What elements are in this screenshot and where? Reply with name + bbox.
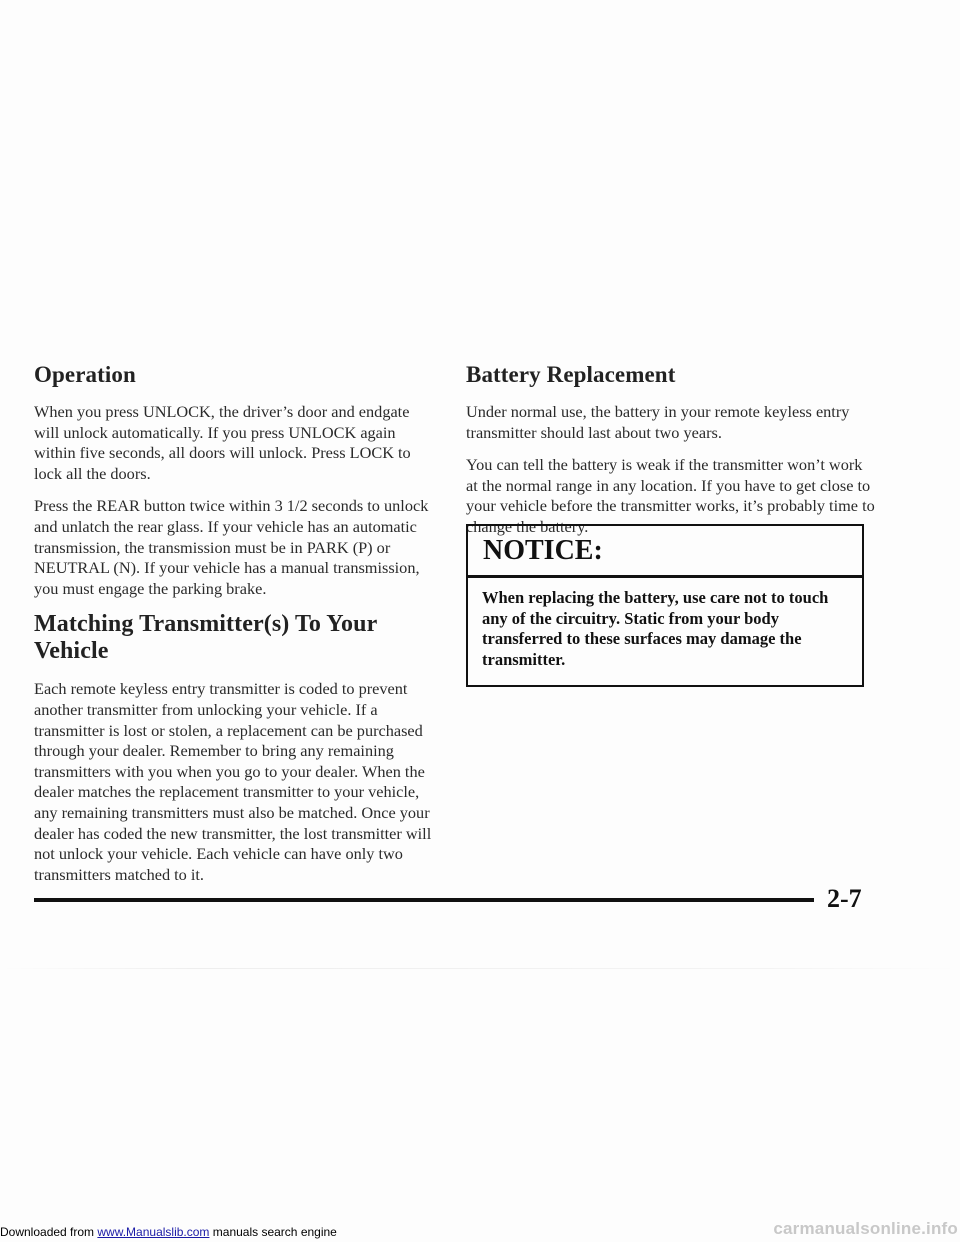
matching-paragraph-1: Each remote keyless entry transmitter is coded to prevent another transmitter from unlocking your vehicle. If a transmitter is lost or stolen, a replacement can be purchased through your dealer. Remember to bring any remaining transmitters with you when you go to your dealer. When the dealer matches the replacement transmitter to your vehicle, any remaining transmitters must also be matched. Once your dealer has coded the new transmitter, the lost transmitter will not unlock your vehicle. Each vehicle can have only two transmitters matched to it. — [34, 679, 432, 884]
download-footer — [0, 1219, 960, 1242]
notice-text: When replacing the battery, use care not to touch any of the circuitry. Static from your body transferred to these surfaces may damage the transmitter. — [482, 588, 829, 669]
watermark-logo: carmanualsonline.info — [773, 1219, 958, 1238]
right-column — [466, 362, 876, 550]
notice-header — [468, 526, 862, 578]
download-suffix: manuals search engine — [209, 1225, 337, 1239]
operation-paragraph-1: When you press UNLOCK, the driver’s door and endgate will unlock automatically. If you press UNLOCK again within five seconds, all doors will unlock. Press LOCK to lock all the doors. — [34, 402, 411, 483]
battery-paragraph-2: You can tell the battery is weak if the transmitter won’t work at the normal range in any location. If you have to get close to your vehicle before the transmitter works, it’s probably time to change the battery. — [466, 455, 875, 536]
footer-rule — [34, 898, 814, 902]
notice-box — [466, 524, 864, 687]
download-prefix: Downloaded from — [0, 1225, 98, 1239]
page-number: 2-7 — [827, 884, 862, 913]
manualslib-link[interactable]: www.Manualslib.com — [97, 1225, 210, 1239]
download-notice — [0, 1225, 337, 1239]
operation-heading: Operation — [34, 362, 136, 387]
battery-paragraph-1: Under normal use, the battery in your remote keyless entry transmitter should last about two years. — [466, 402, 850, 442]
scan-artifact-divider — [0, 968, 960, 969]
left-column — [34, 362, 434, 897]
matching-heading: Matching Transmitter(s) To Your Vehicle — [34, 611, 377, 665]
battery-heading: Battery Replacement — [466, 362, 676, 387]
operation-paragraph-2: Press the REAR button twice within 3 1/2 seconds to unlock and unlatch the rear glass. If your vehicle has an automatic transmission, the transmission must be in PARK (P) or NEUTRAL (N). If your vehicle has a manual transmission, you must engage the parking brake. — [34, 496, 429, 598]
notice-title: NOTICE: — [483, 534, 603, 566]
